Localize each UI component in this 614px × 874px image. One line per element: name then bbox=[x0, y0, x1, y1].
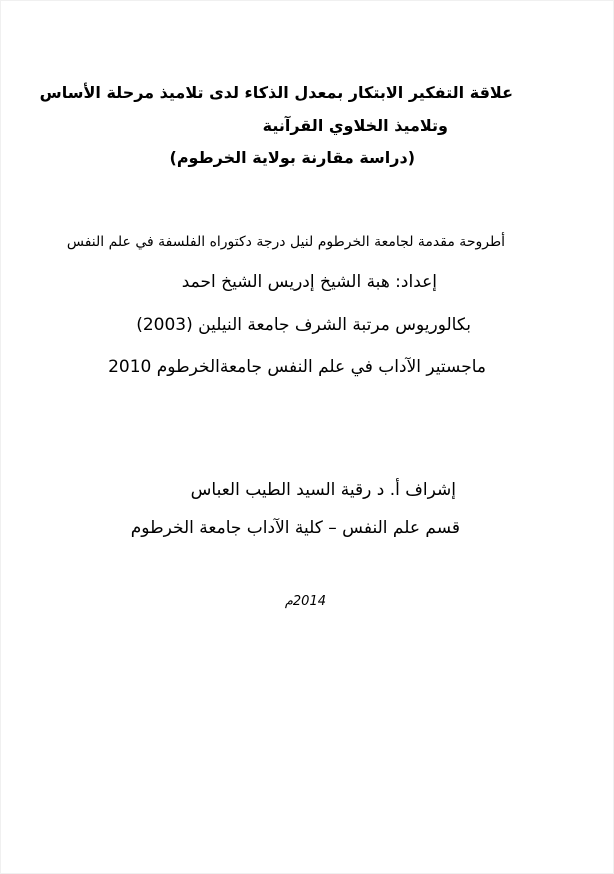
title-line-1: علاقة التفكير الابتكار بمعدل الذكاء لدى تلاميذ مرحلة الأساس bbox=[39, 83, 513, 102]
supervisor: إشراف أ. د رقية السيد الطيب العباس bbox=[190, 480, 456, 500]
degree-master: ماجستير الآداب في علم النفس جامعةالخرطوم 2010 bbox=[108, 357, 486, 377]
department: قسم علم النفس – كلية الآداب جامعة الخرطوم bbox=[130, 518, 460, 538]
degree-bachelor: بكالوريوس مرتبة الشرف جامعة النيلين (2003) bbox=[136, 315, 471, 335]
prepared-by: إعداد: هبة الشيخ إدريس الشيخ احمد bbox=[181, 272, 437, 292]
thesis-statement: أطروحة مقدمة لجامعة الخرطوم لنيل درجة دكتوراه الفلسفة في علم النفس bbox=[66, 234, 505, 250]
year: 2014م bbox=[284, 594, 326, 609]
title-line-2: وتلاميذ الخلاوي القرآنية bbox=[262, 116, 448, 135]
title-line-3: (دراسة مقارنة بولاية الخرطوم) bbox=[169, 148, 415, 167]
